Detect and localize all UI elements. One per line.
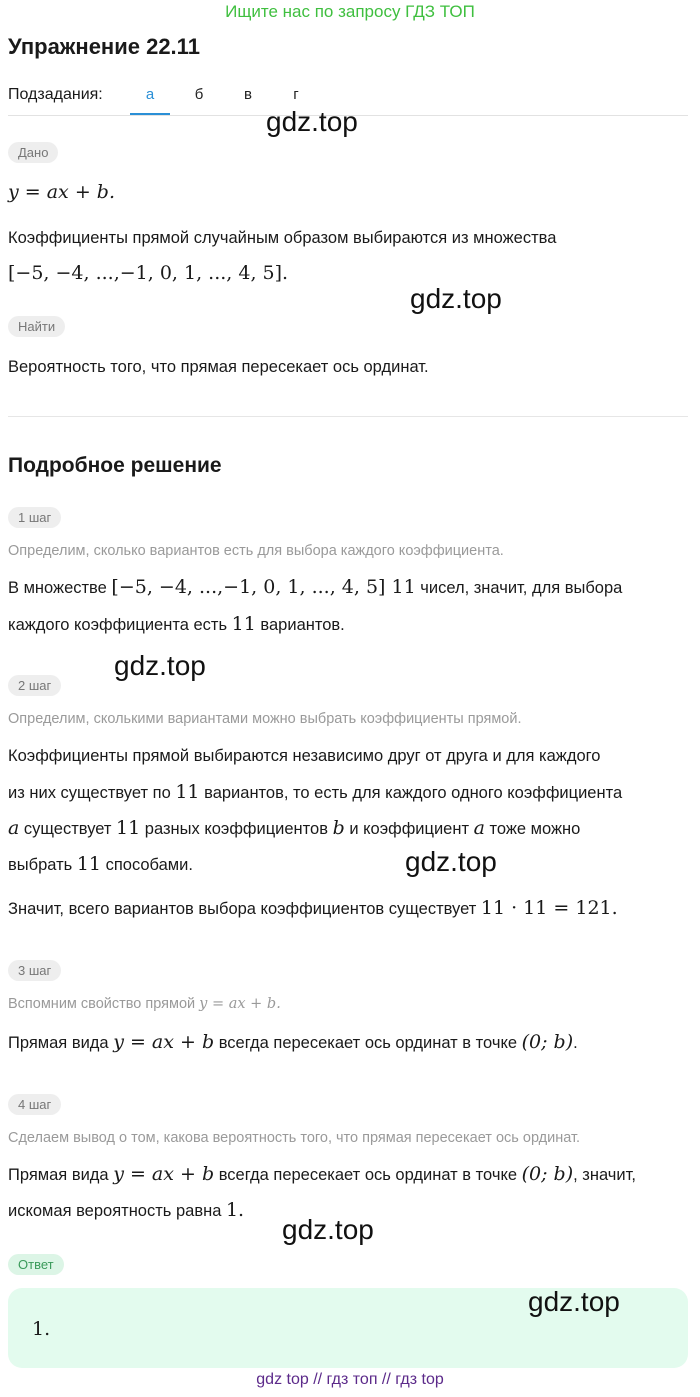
active-tab-indicator	[130, 113, 170, 115]
watermark: gdz.top	[405, 846, 497, 877]
step-text	[8, 1164, 636, 1185]
text-span: каждого коэффициента есть	[8, 616, 232, 634]
text-span: вариантов, то есть для каждого одного коэффициента	[199, 784, 623, 802]
math-number: 11	[175, 781, 200, 803]
answer-badge: Ответ	[8, 1254, 64, 1275]
math-number: 11	[76, 853, 101, 875]
given-formula	[8, 182, 115, 202]
step-text: Коэффициенты прямой выбираются независимо друг от друга и для каждого	[8, 747, 601, 765]
text-span: Вспомним свойство прямой	[8, 996, 200, 1012]
given-badge: Дано	[8, 142, 58, 163]
watermark: gdz.top	[410, 283, 502, 314]
given-set: [−5, −4, ...,−1, 0, 1, ..., 4, 5].	[8, 262, 289, 284]
step-badge: 3 шаг	[8, 960, 61, 981]
math-variable: a	[473, 817, 485, 839]
math-point: (0; b)	[521, 1031, 574, 1053]
search-banner: Ищите нас по запросу ГДЗ ТОП	[225, 2, 475, 21]
step-text	[8, 1200, 244, 1221]
step-hint: Определим, сколько вариантов есть для выбора каждого коэффициента.	[8, 543, 504, 559]
text-span: Прямая вида	[8, 1034, 114, 1052]
find-text: Вероятность того, что прямая пересекает ось ординат.	[8, 358, 429, 376]
step-text	[8, 577, 622, 598]
answer-value: 1.	[32, 1318, 51, 1340]
watermark: gdz.top	[266, 106, 358, 137]
text-span: .	[573, 1034, 578, 1052]
step-hint: Сделаем вывод о том, какова вероятность того, что прямая пересекает ось ординат.	[8, 1130, 581, 1146]
step-hint: Определим, сколькими вариантами можно выбрать коэффициенты прямой.	[8, 711, 522, 727]
math-number: 11	[231, 613, 256, 635]
tab-g[interactable]: г	[293, 86, 299, 103]
math-set: [−5, −4, ...,−1, 0, 1, ..., 4, 5]	[111, 576, 386, 598]
text-span: из них существует по	[8, 784, 176, 802]
given-formula-text: y = ax + b.	[8, 181, 115, 203]
text-span: существует	[19, 820, 117, 838]
tab-v[interactable]: в	[244, 86, 252, 103]
answer-section	[8, 1254, 64, 1275]
step-3	[8, 960, 61, 981]
math-expression: y = ax + b	[113, 1163, 215, 1185]
math-variable: b	[332, 817, 345, 839]
step-badge: 2 шаг	[8, 675, 61, 696]
text-span: тоже можно	[484, 820, 581, 838]
math-variable: a	[8, 817, 20, 839]
page-title: Упражнение 22.11	[8, 34, 200, 59]
given-text: Коэффициенты прямой случайным образом выбираются из множества	[8, 229, 557, 247]
text-span: разных коэффициентов	[140, 820, 333, 838]
step-badge: 1 шаг	[8, 507, 61, 528]
math-expression: 11 · 11 = 121.	[480, 897, 618, 919]
math-point: (0; b)	[521, 1163, 574, 1185]
math-expression: y = ax + b.	[199, 996, 281, 1012]
watermark: gdz.top	[114, 650, 206, 681]
find-badge: Найти	[8, 316, 65, 337]
section-divider	[8, 416, 688, 417]
text-span: Значит, всего вариантов выбора коэффициентов существует	[8, 900, 481, 918]
find-section	[8, 316, 65, 337]
subtasks-label: Подзадания:	[8, 86, 103, 103]
text-span: чисел, значит, для выбора	[415, 579, 623, 597]
step-4	[8, 1094, 61, 1115]
tab-a[interactable]: а	[145, 86, 155, 103]
math-number: 11	[385, 576, 416, 598]
text-span: выбрать	[8, 856, 77, 874]
math-expression: y = ax + b	[113, 1031, 215, 1053]
step-hint	[8, 996, 281, 1012]
given-section	[8, 142, 58, 163]
watermark: gdz.top	[528, 1286, 620, 1317]
step-text	[8, 782, 622, 803]
text-span: искомая вероятность равна	[8, 1202, 226, 1220]
text-span: , значит,	[573, 1166, 636, 1184]
step-text	[8, 1032, 578, 1053]
text-span: вариантов.	[255, 616, 345, 634]
text-span: способами.	[101, 856, 193, 874]
math-number: 11	[116, 817, 141, 839]
step-text	[8, 854, 193, 875]
watermark: gdz.top	[282, 1214, 374, 1245]
step-text	[8, 614, 345, 635]
step-text	[8, 898, 618, 919]
solution-title: Подробное решение	[8, 454, 222, 477]
text-span: и коэффициент	[344, 820, 474, 838]
step-1	[8, 507, 61, 528]
step-badge: 4 шаг	[8, 1094, 61, 1115]
step-text	[8, 818, 580, 839]
text-span: всегда пересекает ось ординат в точке	[214, 1166, 522, 1184]
step-2	[8, 675, 61, 696]
footer-links[interactable]: gdz top // гдз топ // гдз top	[256, 1371, 444, 1388]
text-span: Прямая вида	[8, 1166, 114, 1184]
tab-b[interactable]: б	[194, 86, 204, 103]
text-span: всегда пересекает ось ординат в точке	[214, 1034, 522, 1052]
math-number: 1.	[225, 1199, 245, 1221]
text-span: В множестве	[8, 579, 112, 597]
